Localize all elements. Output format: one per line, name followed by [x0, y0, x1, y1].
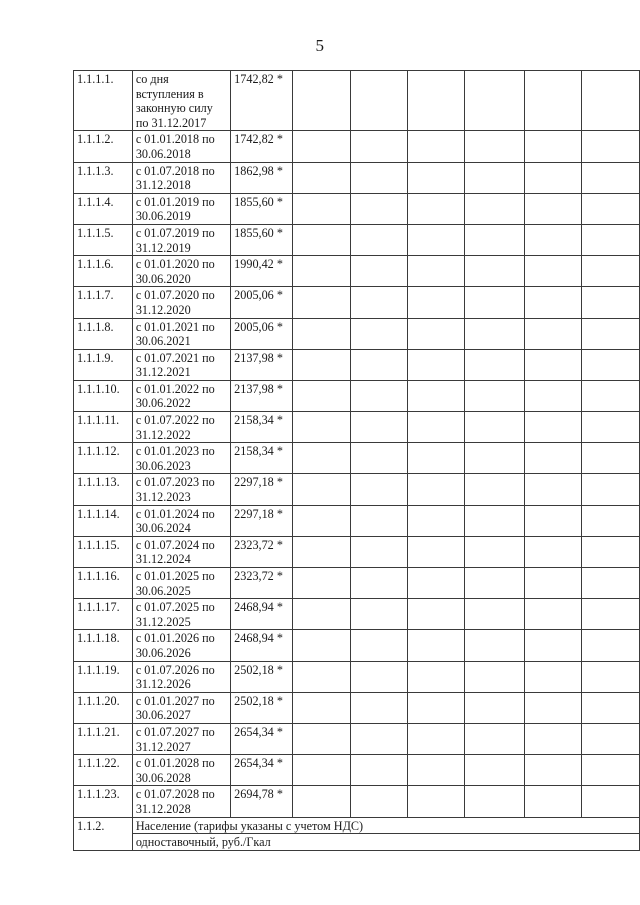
empty-cell [408, 380, 465, 411]
row-period-cell: с 01.01.2024 по 30.06.2024 [132, 505, 230, 536]
empty-cell [408, 224, 465, 255]
empty-cell [581, 630, 639, 661]
section-subtitle-cell: одноставочный, руб./Гкал [132, 834, 639, 851]
empty-cell [408, 568, 465, 599]
empty-cell [293, 131, 351, 162]
empty-cell [351, 380, 408, 411]
empty-cell [524, 71, 581, 131]
empty-cell [293, 318, 351, 349]
row-code-cell: 1.1.1.15. [74, 536, 133, 567]
empty-cell [408, 723, 465, 754]
empty-cell [465, 536, 525, 567]
row-tariff-value-cell: 2468,94 * [231, 599, 293, 630]
empty-cell [351, 71, 408, 131]
row-code-cell: 1.1.1.5. [74, 224, 133, 255]
empty-cell [293, 349, 351, 380]
empty-cell [408, 505, 465, 536]
section-title-cell: Население (тарифы указаны с учетом НДС) [132, 817, 639, 834]
empty-cell [581, 412, 639, 443]
row-period-cell: с 01.07.2022 по 31.12.2022 [132, 412, 230, 443]
empty-cell [293, 568, 351, 599]
row-period-cell: с 01.01.2026 по 30.06.2026 [132, 630, 230, 661]
empty-cell [524, 162, 581, 193]
empty-cell [293, 630, 351, 661]
empty-cell [351, 755, 408, 786]
row-tariff-value-cell: 1862,98 * [231, 162, 293, 193]
empty-cell [408, 755, 465, 786]
empty-cell [465, 193, 525, 224]
empty-cell [581, 162, 639, 193]
empty-cell [581, 256, 639, 287]
empty-cell [351, 568, 408, 599]
empty-cell [581, 786, 639, 817]
empty-cell [465, 443, 525, 474]
row-code-cell: 1.1.1.4. [74, 193, 133, 224]
row-tariff-value-cell: 2137,98 * [231, 380, 293, 411]
empty-cell [351, 692, 408, 723]
table-row [74, 193, 640, 224]
empty-cell [465, 755, 525, 786]
row-period-cell: со дня вступления в законную силу по 31.12.2017 [132, 71, 230, 131]
empty-cell [293, 224, 351, 255]
section-subtitle-row [74, 834, 640, 851]
table-row [74, 630, 640, 661]
empty-cell [293, 443, 351, 474]
empty-cell [465, 599, 525, 630]
empty-cell [351, 349, 408, 380]
empty-cell [524, 349, 581, 380]
row-tariff-value-cell: 2323,72 * [231, 536, 293, 567]
empty-cell [524, 723, 581, 754]
row-period-cell: с 01.07.2019 по 31.12.2019 [132, 224, 230, 255]
empty-cell [524, 380, 581, 411]
page-number: 5 [315, 36, 325, 55]
empty-cell [581, 224, 639, 255]
row-period-cell: с 01.01.2021 по 30.06.2021 [132, 318, 230, 349]
row-period-cell: с 01.07.2025 по 31.12.2025 [132, 599, 230, 630]
row-code-cell: 1.1.1.18. [74, 630, 133, 661]
row-code-cell: 1.1.1.23. [74, 786, 133, 817]
empty-cell [408, 536, 465, 567]
table-row [74, 568, 640, 599]
row-code-cell: 1.1.1.22. [74, 755, 133, 786]
empty-cell [408, 412, 465, 443]
row-period-cell: с 01.01.2027 по 30.06.2027 [132, 692, 230, 723]
table-row [74, 256, 640, 287]
table-row [74, 287, 640, 318]
empty-cell [293, 536, 351, 567]
empty-cell [581, 505, 639, 536]
row-code-cell: 1.1.1.10. [74, 380, 133, 411]
empty-cell [465, 162, 525, 193]
empty-cell [293, 256, 351, 287]
row-period-cell: с 01.01.2028 по 30.06.2028 [132, 755, 230, 786]
empty-cell [351, 630, 408, 661]
empty-cell [524, 661, 581, 692]
empty-cell [524, 412, 581, 443]
empty-cell [581, 193, 639, 224]
row-code-cell: 1.1.1.3. [74, 162, 133, 193]
table-row [74, 661, 640, 692]
empty-cell [524, 786, 581, 817]
section-row [74, 817, 640, 834]
row-code-cell: 1.1.1.2. [74, 131, 133, 162]
empty-cell [351, 599, 408, 630]
empty-cell [465, 630, 525, 661]
row-tariff-value-cell: 1742,82 * [231, 131, 293, 162]
empty-cell [408, 474, 465, 505]
empty-cell [524, 256, 581, 287]
empty-cell [581, 131, 639, 162]
empty-cell [351, 536, 408, 567]
empty-cell [581, 755, 639, 786]
row-code-cell: 1.1.1.19. [74, 661, 133, 692]
table-row [74, 380, 640, 411]
table-row [74, 786, 640, 817]
empty-cell [465, 256, 525, 287]
empty-cell [293, 380, 351, 411]
empty-cell [465, 505, 525, 536]
empty-cell [465, 287, 525, 318]
row-code-cell: 1.1.1.6. [74, 256, 133, 287]
empty-cell [524, 568, 581, 599]
empty-cell [465, 349, 525, 380]
empty-cell [581, 536, 639, 567]
row-code-cell: 1.1.1.13. [74, 474, 133, 505]
empty-cell [581, 661, 639, 692]
empty-cell [524, 287, 581, 318]
empty-cell [351, 256, 408, 287]
row-period-cell: с 01.07.2024 по 31.12.2024 [132, 536, 230, 567]
table-row [74, 162, 640, 193]
empty-cell [524, 536, 581, 567]
empty-cell [351, 723, 408, 754]
row-period-cell: с 01.01.2020 по 30.06.2020 [132, 256, 230, 287]
row-period-cell: с 01.07.2026 по 31.12.2026 [132, 661, 230, 692]
table-row [74, 318, 640, 349]
empty-cell [293, 412, 351, 443]
empty-cell [581, 318, 639, 349]
table-row [74, 224, 640, 255]
empty-cell [293, 599, 351, 630]
empty-cell [408, 661, 465, 692]
row-tariff-value-cell: 2137,98 * [231, 349, 293, 380]
empty-cell [293, 162, 351, 193]
row-period-cell: с 01.07.2018 по 31.12.2018 [132, 162, 230, 193]
empty-cell [293, 723, 351, 754]
empty-cell [351, 474, 408, 505]
empty-cell [408, 131, 465, 162]
row-code-cell: 1.1.1.14. [74, 505, 133, 536]
empty-cell [524, 318, 581, 349]
empty-cell [408, 692, 465, 723]
row-code-cell: 1.1.1.20. [74, 692, 133, 723]
empty-cell [351, 786, 408, 817]
empty-cell [465, 723, 525, 754]
empty-cell [351, 443, 408, 474]
empty-cell [408, 162, 465, 193]
table-row [74, 723, 640, 754]
empty-cell [465, 412, 525, 443]
empty-cell [465, 568, 525, 599]
empty-cell [408, 193, 465, 224]
row-period-cell: с 01.01.2023 по 30.06.2023 [132, 443, 230, 474]
table-row [74, 599, 640, 630]
empty-cell [408, 349, 465, 380]
empty-cell [465, 661, 525, 692]
row-code-cell: 1.1.1.16. [74, 568, 133, 599]
table-row [74, 412, 640, 443]
row-tariff-value-cell: 2654,34 * [231, 723, 293, 754]
empty-cell [351, 287, 408, 318]
empty-cell [351, 193, 408, 224]
empty-cell [465, 786, 525, 817]
empty-cell [581, 568, 639, 599]
empty-cell [524, 193, 581, 224]
empty-cell [581, 692, 639, 723]
empty-cell [351, 131, 408, 162]
table-row [74, 692, 640, 723]
empty-cell [351, 162, 408, 193]
empty-cell [408, 71, 465, 131]
empty-cell [351, 412, 408, 443]
table-row [74, 536, 640, 567]
empty-cell [524, 755, 581, 786]
empty-cell [293, 755, 351, 786]
empty-cell [408, 786, 465, 817]
row-tariff-value-cell: 1742,82 * [231, 71, 293, 131]
empty-cell [293, 71, 351, 131]
row-tariff-value-cell: 2297,18 * [231, 505, 293, 536]
row-tariff-value-cell: 2158,34 * [231, 412, 293, 443]
empty-cell [351, 661, 408, 692]
empty-cell [581, 443, 639, 474]
empty-cell [524, 630, 581, 661]
empty-cell [581, 474, 639, 505]
row-code-cell: 1.1.1.21. [74, 723, 133, 754]
empty-cell [524, 131, 581, 162]
empty-cell [408, 599, 465, 630]
empty-cell [293, 193, 351, 224]
empty-cell [465, 224, 525, 255]
empty-cell [351, 505, 408, 536]
row-code-cell: 1.1.1.1. [74, 71, 133, 131]
empty-cell [524, 692, 581, 723]
row-code-cell: 1.1.1.9. [74, 349, 133, 380]
empty-cell [524, 224, 581, 255]
table-row [74, 349, 640, 380]
row-period-cell: с 01.07.2028 по 31.12.2028 [132, 786, 230, 817]
empty-cell [465, 692, 525, 723]
row-period-cell: с 01.07.2023 по 31.12.2023 [132, 474, 230, 505]
table-row [74, 131, 640, 162]
row-code-cell: 1.1.1.8. [74, 318, 133, 349]
row-period-cell: с 01.01.2019 по 30.06.2019 [132, 193, 230, 224]
empty-cell [581, 287, 639, 318]
row-tariff-value-cell: 2323,72 * [231, 568, 293, 599]
row-tariff-value-cell: 2468,94 * [231, 630, 293, 661]
row-period-cell: с 01.01.2025 по 30.06.2025 [132, 568, 230, 599]
empty-cell [465, 380, 525, 411]
row-code-cell: 1.1.1.7. [74, 287, 133, 318]
row-tariff-value-cell: 1855,60 * [231, 193, 293, 224]
empty-cell [581, 71, 639, 131]
empty-cell [351, 318, 408, 349]
row-tariff-value-cell: 2654,34 * [231, 755, 293, 786]
empty-cell [465, 474, 525, 505]
table-row [74, 443, 640, 474]
empty-cell [408, 287, 465, 318]
row-code-cell: 1.1.1.17. [74, 599, 133, 630]
table-row [74, 505, 640, 536]
empty-cell [293, 786, 351, 817]
table-row [74, 755, 640, 786]
empty-cell [465, 131, 525, 162]
empty-cell [293, 692, 351, 723]
empty-cell [293, 661, 351, 692]
empty-cell [293, 287, 351, 318]
row-code-cell: 1.1.1.12. [74, 443, 133, 474]
row-tariff-value-cell: 2005,06 * [231, 318, 293, 349]
empty-cell [293, 474, 351, 505]
row-tariff-value-cell: 2158,34 * [231, 443, 293, 474]
row-tariff-value-cell: 2502,18 * [231, 661, 293, 692]
row-period-cell: с 01.01.2022 по 30.06.2022 [132, 380, 230, 411]
row-period-cell: с 01.01.2018 по 30.06.2018 [132, 131, 230, 162]
empty-cell [465, 318, 525, 349]
empty-cell [465, 71, 525, 131]
empty-cell [408, 443, 465, 474]
empty-cell [524, 505, 581, 536]
row-tariff-value-cell: 1855,60 * [231, 224, 293, 255]
empty-cell [293, 505, 351, 536]
row-tariff-value-cell: 2502,18 * [231, 692, 293, 723]
empty-cell [351, 224, 408, 255]
row-tariff-value-cell: 2297,18 * [231, 474, 293, 505]
empty-cell [581, 599, 639, 630]
empty-cell [581, 349, 639, 380]
empty-cell [408, 256, 465, 287]
empty-cell [524, 443, 581, 474]
row-tariff-value-cell: 2005,06 * [231, 287, 293, 318]
empty-cell [524, 599, 581, 630]
row-period-cell: с 01.07.2020 по 31.12.2020 [132, 287, 230, 318]
row-tariff-value-cell: 1990,42 * [231, 256, 293, 287]
table-row [74, 474, 640, 505]
empty-cell [524, 474, 581, 505]
section-code-cell: 1.1.2. [74, 817, 133, 850]
tariff-table [73, 70, 640, 851]
row-code-cell: 1.1.1.11. [74, 412, 133, 443]
row-tariff-value-cell: 2694,78 * [231, 786, 293, 817]
row-period-cell: с 01.07.2027 по 31.12.2027 [132, 723, 230, 754]
table-row [74, 71, 640, 131]
empty-cell [581, 723, 639, 754]
empty-cell [581, 380, 639, 411]
empty-cell [408, 630, 465, 661]
row-period-cell: с 01.07.2021 по 31.12.2021 [132, 349, 230, 380]
empty-cell [408, 318, 465, 349]
tariff-table-body [74, 71, 640, 851]
